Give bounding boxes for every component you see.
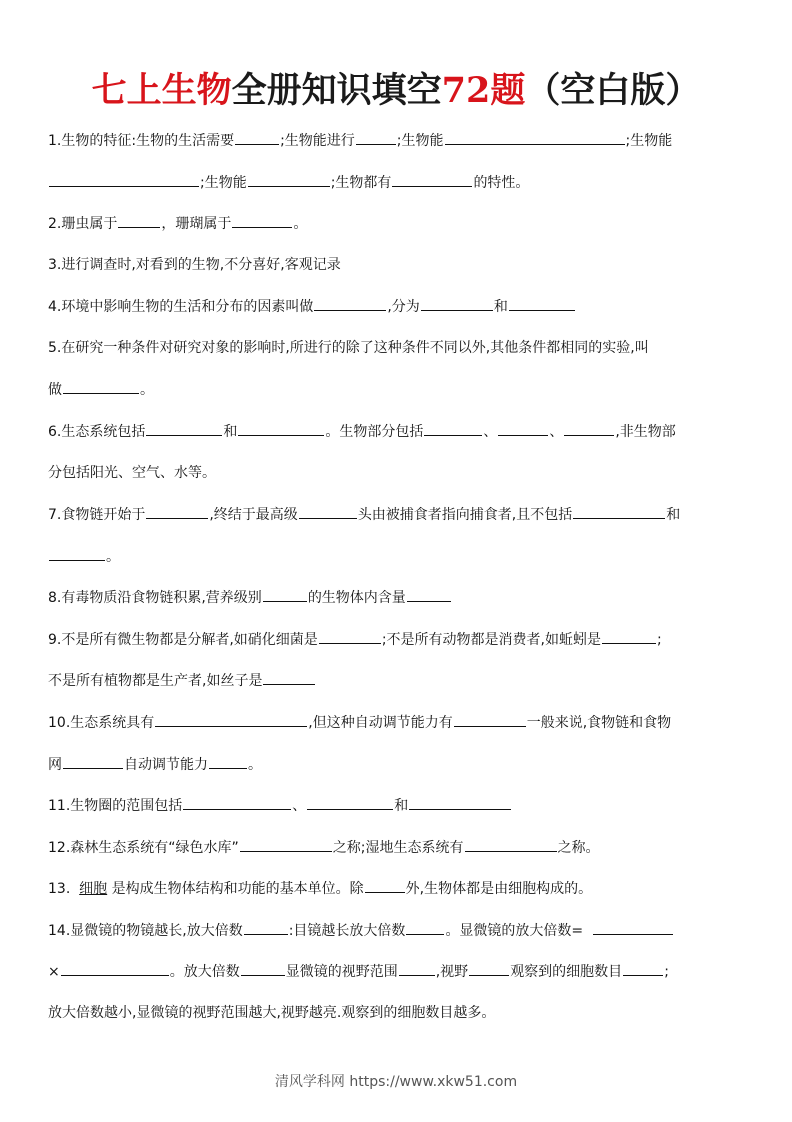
q10-text-d: 网 [48, 757, 62, 773]
q7-text-c: 头由被捕食者指向捕食者,且不包括 [357, 507, 573, 523]
q4-text-a: 4.环境中影响生物的生活和分布的因素叫做 [48, 299, 314, 315]
q10-text-e: 自动调节能力 [124, 757, 208, 773]
q12-text-c: 之称。 [557, 840, 600, 856]
q8-blank-1[interactable] [263, 587, 307, 602]
q8-text-b: 的生物体内含量 [307, 590, 406, 606]
question-1-line-1 [48, 130, 672, 151]
q6-text-g: 分包括阳光、空气、水等。 [48, 465, 216, 481]
page-title [0, 68, 792, 114]
q4-blank-1[interactable] [314, 296, 386, 311]
q14-text-a: 14.显微镜的物镜越长,放大倍数 [48, 923, 243, 939]
q5-text-a: 5.在研究一种条件对研究对象的影响时,所进行的除了这种条件不同以外,其他条件都相同的实验,叫 [48, 340, 649, 356]
q7-blank-1[interactable] [146, 504, 208, 519]
q6-blank-5[interactable] [564, 421, 614, 436]
q1-blank-2[interactable] [356, 130, 396, 145]
q11-text-b: 、 [292, 798, 307, 814]
q9-blank-1[interactable] [319, 629, 381, 644]
q1-text-g: 的特性。 [473, 175, 530, 191]
q7-blank-3[interactable] [573, 504, 665, 519]
q6-text-d: 、 [483, 424, 498, 440]
q6-text-a: 6.生态系统包括 [48, 424, 146, 440]
question-3 [48, 255, 341, 275]
q6-text-b: 和 [223, 424, 238, 440]
q2-text-a: 2.珊虫属于 [48, 216, 118, 232]
q5-text-c: 。 [140, 382, 154, 398]
q9-text-b: ;不是所有动物都是消费者,如蚯蚓是 [381, 632, 601, 648]
q14-blank-4[interactable] [61, 961, 169, 976]
q1-text-d: ;生物能 [625, 133, 673, 149]
q12-blank-2[interactable] [465, 837, 557, 852]
q14-blank-2[interactable] [406, 920, 444, 935]
q10-text-f: 。 [248, 757, 262, 773]
q4-blank-3[interactable] [509, 296, 575, 311]
q1-blank-4[interactable] [49, 172, 199, 187]
q7-text-a: 7.食物链开始于 [48, 507, 146, 523]
q1-text-c: ;生物能 [396, 133, 444, 149]
q2-text-c: 。 [293, 216, 308, 232]
q14-blank-6[interactable] [399, 961, 435, 976]
q10-text-c: 一般来说,食物链和食物 [526, 715, 672, 731]
question-11 [48, 795, 512, 816]
question-12 [48, 837, 600, 858]
q7-blank-4[interactable] [49, 546, 105, 561]
question-4 [48, 296, 576, 317]
q12-blank-1[interactable] [240, 837, 332, 852]
q14-text-c: 。显微镜的放大倍数= [445, 923, 584, 939]
q14-text-g: ,视野 [435, 964, 469, 980]
question-7-line-1 [48, 504, 680, 525]
q6-blank-1[interactable] [146, 421, 222, 436]
q7-text-d: 和 [666, 507, 681, 523]
q14-blank-5[interactable] [241, 961, 285, 976]
q1-blank-1[interactable] [235, 130, 279, 145]
q14-text-i: ; [664, 964, 669, 980]
q6-text-f: ,非生物部 [615, 424, 676, 440]
q10-blank-1[interactable] [155, 712, 307, 727]
q5-text-b: 做 [48, 382, 62, 398]
q14-blank-8[interactable] [623, 961, 663, 976]
q4-text-b: ,分为 [387, 299, 420, 315]
q1-text-b: ;生物能进行 [280, 133, 355, 149]
question-9-line-1 [48, 629, 662, 650]
question-7-line-2 [48, 546, 120, 567]
q13-text-c: 是构成生物体结构和功能的基本单位。除 [111, 881, 364, 897]
q4-blank-2[interactable] [421, 296, 493, 311]
question-1-line-2 [48, 172, 529, 193]
q12-text-b: 之称;湿地生态系统有 [332, 840, 464, 856]
q11-blank-1[interactable] [183, 795, 291, 810]
question-2 [48, 213, 307, 234]
q8-text-a: 8.有毒物质沿食物链积累,营养级别 [48, 590, 262, 606]
q14-text-b: :目镜越长放大倍数 [288, 923, 406, 939]
question-14-line-3 [48, 1003, 495, 1023]
question-6-line-1 [48, 421, 676, 442]
q10-text-a: 10.生态系统具有 [48, 715, 155, 731]
q10-blank-3[interactable] [63, 754, 123, 769]
q9-blank-3[interactable] [263, 670, 315, 685]
q14-text-f: 显微镜的视野范围 [285, 964, 398, 980]
q14-blank-1[interactable] [244, 920, 288, 935]
q14-blank-3[interactable] [593, 920, 673, 935]
q1-blank-3[interactable] [445, 130, 625, 145]
q9-text-a: 9.不是所有微生物都是分解者,如硝化细菌是 [48, 632, 318, 648]
title-part-black: 全册知识填空 [231, 70, 442, 111]
title-part-red: 七上生物 [91, 70, 232, 111]
q9-blank-2[interactable] [602, 629, 656, 644]
question-5-line-2 [48, 379, 154, 400]
question-8 [48, 587, 452, 608]
q14-text-e: 。放大倍数 [169, 964, 240, 980]
q6-blank-4[interactable] [498, 421, 548, 436]
question-14-line-1 [48, 920, 674, 941]
q10-text-b: ,但这种自动调节能力有 [308, 715, 453, 731]
q11-blank-2[interactable] [307, 795, 393, 810]
q2-text-b: ，珊瑚属于 [161, 216, 232, 232]
title-count: 72题 [441, 70, 526, 111]
q4-text-c: 和 [493, 299, 508, 315]
title-version: （空白版） [525, 70, 701, 111]
q1-text-f: ;生物都有 [330, 175, 392, 191]
q14-text-j: 放大倍数越小,显微镜的视野范围越大,视野越亮.观察到的细胞数目越多。 [48, 1005, 496, 1021]
q2-blank-2[interactable] [232, 213, 292, 228]
q1-blank-6[interactable] [392, 172, 472, 187]
question-13 [48, 878, 592, 899]
q6-blank-2[interactable] [238, 421, 324, 436]
q1-text-e: ;生物能 [200, 175, 247, 191]
q12-text-a: 12.森林生态系统有“绿色水库” [48, 840, 239, 856]
question-9-line-2 [48, 670, 316, 691]
q6-text-c: 。生物部分包括 [325, 424, 424, 440]
q13-blank-1[interactable] [365, 878, 405, 893]
q7-text-b: ,终结于最高级 [209, 507, 298, 523]
q1-text-a: 1.生物的特征:生物的生活需要 [48, 133, 235, 149]
question-6-line-2 [48, 463, 216, 483]
q8-blank-2[interactable] [407, 587, 451, 602]
question-5-line-1 [48, 338, 649, 358]
q6-blank-3[interactable] [424, 421, 482, 436]
q14-text-h: 观察到的细胞数目 [510, 964, 623, 980]
q3-text-a: 3.进行调查时,对看到的生物,不分喜好,客观记录 [48, 257, 341, 273]
q2-blank-1[interactable] [118, 213, 160, 228]
q1-blank-5[interactable] [248, 172, 330, 187]
q11-text-a: 11.生物圈的范围包括 [48, 798, 183, 814]
question-14-line-2 [48, 961, 669, 982]
q9-text-c: ; [656, 632, 662, 648]
q13-underlined-answer: 细胞 [79, 881, 108, 897]
q9-text-d: 不是所有植物都是生产者,如丝子是 [48, 673, 263, 689]
footer-watermark: 清风学科网 https://www.xkw51.com [274, 1074, 518, 1090]
q14-text-d: × [48, 964, 60, 980]
q11-text-c: 和 [394, 798, 409, 814]
q13-text-a: 13. [48, 881, 71, 897]
q6-text-e: 、 [549, 424, 564, 440]
q5-blank-1[interactable] [63, 379, 139, 394]
question-10-line-2 [48, 754, 262, 775]
q10-blank-4[interactable] [209, 754, 247, 769]
question-10-line-1 [48, 712, 671, 733]
q7-text-e: 。 [106, 549, 120, 565]
q11-blank-3[interactable] [409, 795, 511, 810]
q7-blank-2[interactable] [299, 504, 357, 519]
q10-blank-2[interactable] [454, 712, 526, 727]
q14-blank-7[interactable] [469, 961, 509, 976]
q13-text-d: 外,生物体都是由细胞构成的。 [405, 881, 593, 897]
